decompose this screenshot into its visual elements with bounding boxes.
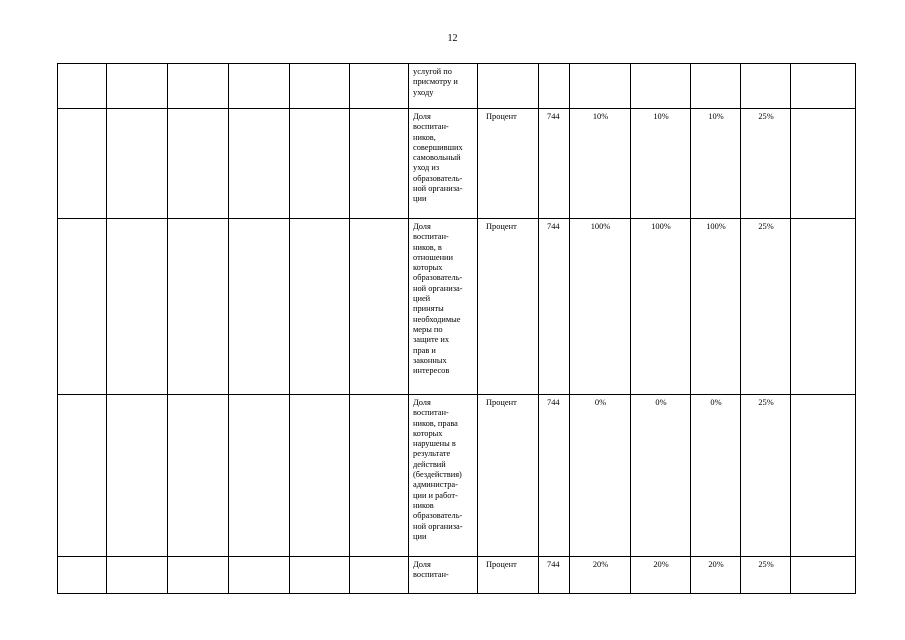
okei-code-cell: 744 (539, 109, 570, 219)
deviation-cell: 25% (741, 395, 791, 557)
empty-cell (290, 219, 350, 395)
value-cell: 0% (631, 395, 691, 557)
empty-cell (107, 219, 168, 395)
indicator-name-cell: услугой по присмотру и уходу (409, 64, 478, 109)
empty-cell (350, 109, 409, 219)
empty-cell (168, 395, 229, 557)
empty-cell (168, 64, 229, 109)
table-row (58, 395, 856, 557)
value-cell: 20% (570, 557, 631, 594)
empty-cell (791, 109, 856, 219)
value-cell: 20% (631, 557, 691, 594)
empty-cell (290, 64, 350, 109)
unit-cell: Процент (478, 109, 539, 219)
empty-cell (350, 64, 409, 109)
deviation-cell: 25% (741, 109, 791, 219)
indicator-table (57, 63, 856, 594)
empty-cell (229, 557, 290, 594)
okei-code-cell: 744 (539, 557, 570, 594)
unit-cell: Процент (478, 219, 539, 395)
value-cell: 0% (570, 395, 631, 557)
page-number: 12 (447, 33, 458, 44)
value-cell (631, 64, 691, 109)
value-cell: 100% (691, 219, 741, 395)
value-cell (691, 64, 741, 109)
empty-cell (168, 219, 229, 395)
value-cell: 10% (691, 109, 741, 219)
empty-cell (791, 219, 856, 395)
table-row (58, 64, 856, 109)
empty-cell (290, 557, 350, 594)
empty-cell (58, 64, 107, 109)
empty-cell (58, 219, 107, 395)
empty-cell (168, 109, 229, 219)
indicator-name-cell: Доля воспитан- ников, в отношении которых образователь- ной организа- цией приняты необходимые меры по защите их прав и законных интересов (409, 219, 478, 395)
empty-cell (791, 64, 856, 109)
empty-cell (107, 109, 168, 219)
value-cell: 100% (570, 219, 631, 395)
value-cell: 10% (570, 109, 631, 219)
empty-cell (350, 219, 409, 395)
empty-cell (229, 395, 290, 557)
empty-cell (58, 395, 107, 557)
empty-cell (229, 109, 290, 219)
empty-cell (229, 64, 290, 109)
empty-cell (107, 395, 168, 557)
table-row (58, 219, 856, 395)
value-cell (570, 64, 631, 109)
table-row (58, 557, 856, 594)
empty-cell (350, 395, 409, 557)
value-cell: 100% (631, 219, 691, 395)
okei-code-cell: 744 (539, 395, 570, 557)
value-cell: 10% (631, 109, 691, 219)
empty-cell (350, 557, 409, 594)
deviation-cell (741, 64, 791, 109)
okei-code-cell: 744 (539, 219, 570, 395)
empty-cell (168, 557, 229, 594)
indicator-name-cell: Доля воспитан- ников, права которых нарушены в результате действий (бездействия) администра- ции и работ- ников образователь- ной организа- ции (409, 395, 478, 557)
table-body (58, 64, 856, 594)
table-row (58, 109, 856, 219)
unit-cell (478, 64, 539, 109)
okei-code-cell (539, 64, 570, 109)
indicator-name-cell: Доля воспитан- ников, совершивших самовольный уход из образователь- ной организа- ции (409, 109, 478, 219)
indicator-name-cell: Доля воспитан- (409, 557, 478, 594)
value-cell: 0% (691, 395, 741, 557)
deviation-cell: 25% (741, 219, 791, 395)
empty-cell (107, 64, 168, 109)
empty-cell (791, 395, 856, 557)
empty-cell (290, 395, 350, 557)
empty-cell (58, 557, 107, 594)
value-cell: 20% (691, 557, 741, 594)
unit-cell: Процент (478, 395, 539, 557)
empty-cell (791, 557, 856, 594)
unit-cell: Процент (478, 557, 539, 594)
empty-cell (58, 109, 107, 219)
empty-cell (229, 219, 290, 395)
empty-cell (290, 109, 350, 219)
empty-cell (107, 557, 168, 594)
deviation-cell: 25% (741, 557, 791, 594)
